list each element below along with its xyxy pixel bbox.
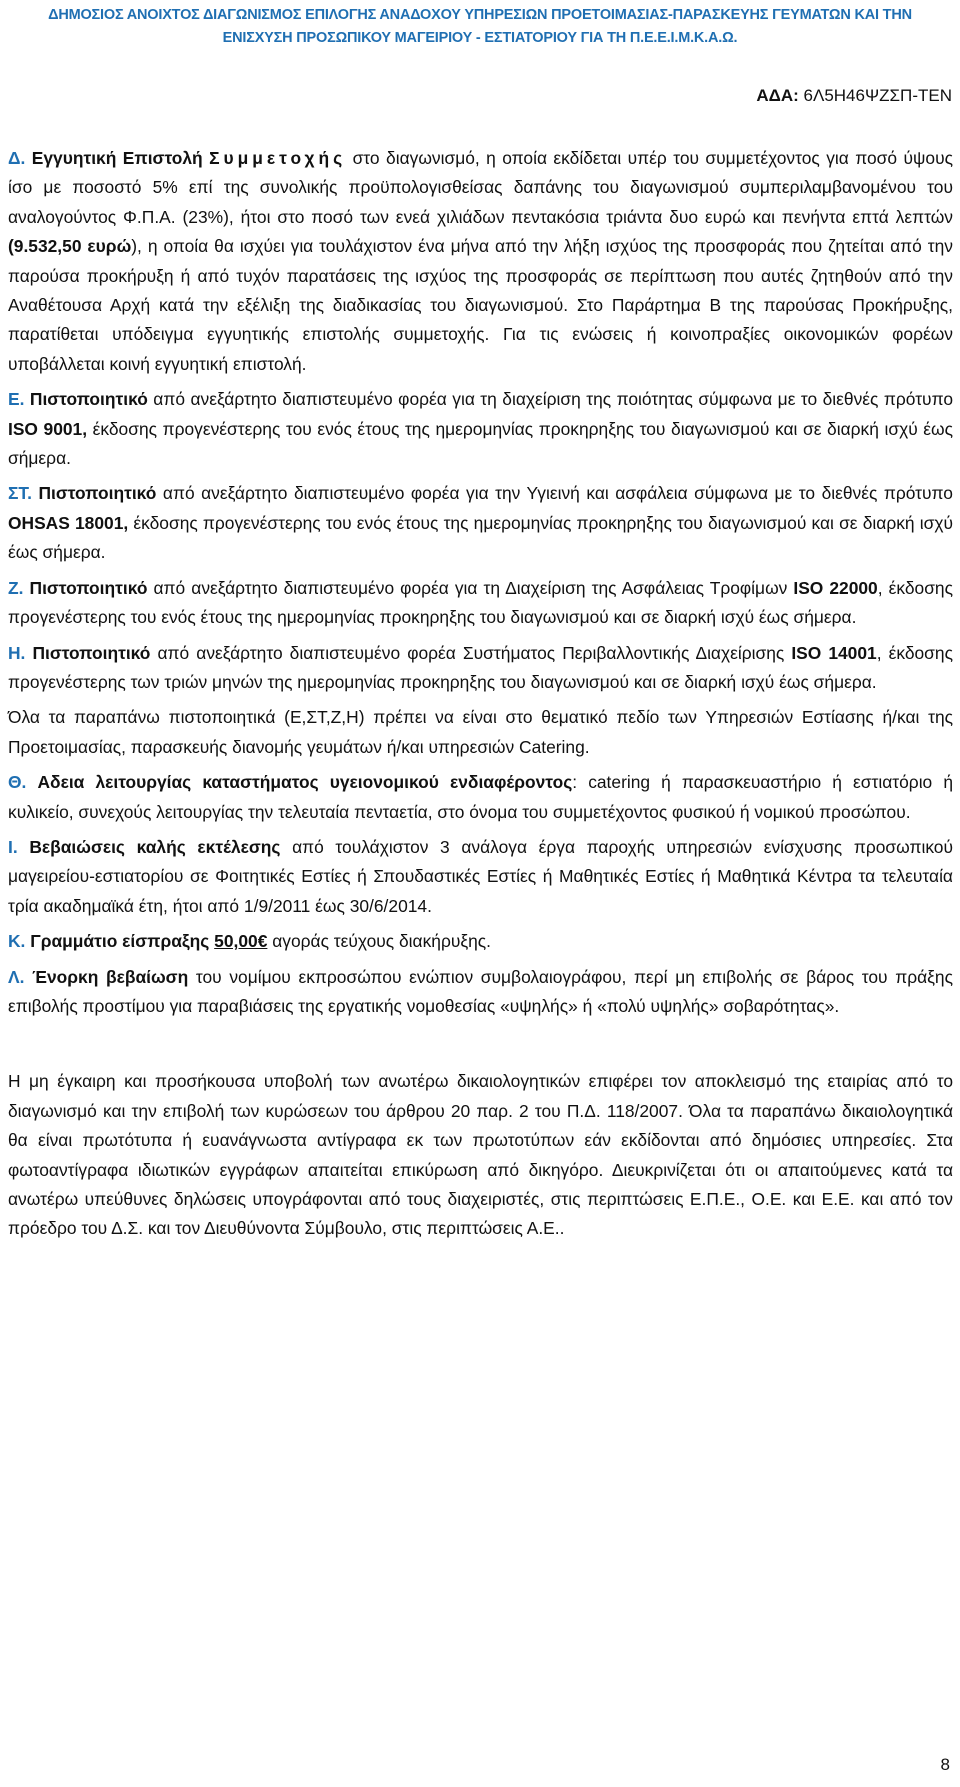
section-title-spaced: Συμμετοχής (209, 148, 347, 168)
ada-label: ΑΔΑ: (756, 86, 799, 105)
document-body (8, 144, 953, 1250)
section-text: από ανεξάρτητο διαπιστευμένο φορέα για τη διαχείριση της ποιότητας σύμφωνα με το διεθνές πρότυπο (147, 389, 953, 410)
section-letter: Η. (8, 642, 26, 663)
section-h (8, 639, 953, 698)
paragraph-gap (8, 1027, 953, 1067)
section-letter: Κ. (8, 931, 26, 952)
section-letter: Δ. (8, 148, 26, 168)
section-st (8, 479, 953, 567)
standard-name: OHSAS 18001, (8, 512, 129, 533)
section-text: αγοράς τεύχους διακήρυξης. (267, 931, 492, 952)
section-text: από ανεξάρτητο διαπιστευμένο φορέα για την Υγιεινή και ασφάλεια σύμφωνα με το διεθνές πρότυπο (156, 483, 953, 504)
section-letter: Ζ. (8, 577, 24, 598)
section-text: , έκδοσης προγενέστερης των τριών μηνών της ημερομηνίας προκηρηξης του διαγωνισμού και σε διαρκή ισχύ έως σήμερα. (8, 642, 953, 692)
section-letter: Θ. (8, 772, 27, 793)
section-letter: Ε. (8, 389, 25, 410)
section-title: Γραμμάτιο είσπραξης (30, 931, 215, 952)
section-text: από τουλάχιστον 3 ανάλογα έργα παροχής υπηρεσιών ενίσχυσης προσωπικού μαγειρείου-εστιατορίου σε Φοιτητικές Εστίες ή Σπουδαστικές Εστίες ή Μαθητικές Εστίες ή Μαθητικά Κέντρα τα τελευταία τρία ακαδημαϊκά έτη, ήτοι από 1/9/2011 έως 30/6/2014. (8, 836, 953, 916)
section-text: από ανεξάρτητο διαπιστευμένο φορέα Συστήματος Περιβαλλοντικής Διαχείρισης (150, 642, 792, 663)
section-text: στο διαγωνισμό, η οποία εκδίδεται υπέρ του συμμετέχοντος για ποσό ύψους ίσο με ποσοστό 5% επί της συνολικής προϋπολογισθείσας δαπάνης του διαγωνισμού συμπεριλαμβανομένου του αναλογούντος Φ.Π.Α. (23%), ήτοι στο ποσό των ενεά χιλιάδων πεντακόσια τριάντα δυο ευρώ και πενήντα επτά λεπτών (8, 148, 953, 227)
section-letter: Ι. (8, 836, 18, 857)
section-title: Ένορκη βεβαίωση (32, 966, 189, 987)
section-title: Αδεια λειτουργίας καταστήματος υγειονομικού ενδιαφέροντος (37, 772, 573, 793)
document-header (0, 4, 960, 50)
section-e (8, 385, 953, 473)
standard-name: ISO 9001, (8, 418, 88, 439)
section-text: από ανεξάρτητο διαπιστευμένο φορέα για τη Διαχείριση της Ασφάλειας Τροφίμων (147, 577, 794, 598)
section-l (8, 963, 953, 1022)
section-title: Πιστοποιητικό (32, 642, 151, 663)
section-text: έκδοσης προγενέστερης του ενός έτους της ημερομηνίας προκηρηξης του διαγωνισμού και σε διαρκή ισχύ έως σήμερα. (8, 512, 953, 563)
section-d (8, 144, 953, 379)
fee-amount: 50,00€ (214, 931, 268, 952)
standard-name: ISO 14001 (791, 642, 877, 663)
page-number: 8 (940, 1755, 950, 1774)
section-letter: ΣΤ. (8, 483, 32, 504)
header-line-2: ΕΝΙΣΧΥΣΗ ΠΡΟΣΩΠΙΚΟΥ ΜΑΓΕΙΡΙΟΥ - ΕΣΤΙΑΤΟΡΙΟΥ ΓΙΑ ΤΗ Π.Ε.Ε.Ι.Μ.Κ.Α.Ω. (222, 30, 738, 46)
header-line-1: ΔΗΜΟΣΙΟΣ ΑΝΟΙΧΤΟΣ ΔΙΑΓΩΝΙΣΜΟΣ ΕΠΙΛΟΓΗΣ ΑΝΑΔΟΧΟΥ ΥΠΗΡΕΣΙΩΝ ΠΡΟΕΤΟΙΜΑΣΙΑΣ-ΠΑΡΑΣΚΕΥΗΣ ΓΕΥΜΑΤΩΝ ΚΑΙ ΤΗΝ (48, 7, 912, 23)
section-i (8, 833, 953, 921)
section-letter: Λ. (8, 966, 25, 987)
section-title: Βεβαιώσεις καλής εκτέλεσης (29, 836, 281, 857)
section-th (8, 768, 953, 827)
guarantee-amount: (9.532,50 ευρώ (8, 236, 132, 257)
section-title: Πιστοποιητικό (38, 483, 157, 504)
section-text: ), η οποία θα ισχύει για τουλάχιστον ένα μήνα από την λήξη ισχύος της προσφοράς που ζητείται από την παρούσα προκήρυξη ή από τυχόν παρατάσεις της ισχύος της προσφοράς σε περίπτωση που αυτές ζητηθούν από την Αναθέτουσα Αρχή κατά την εξέλιξη της διαδικασίας του διαγωνισμού. Στο Παράρτημα Β της παρούσας Προκήρυξης, παρατίθεται υπόδειγμα εγγυητικής επιστολής συμμετοχής. Για τις ενώσεις ή κοινοπραξίες οικονομικών φορέων υποβάλλεται κοινή εγγυητική επιστολή. (8, 236, 953, 374)
section-text: : catering ή παρασκευαστήριο ή εστιατόριο ή κυλικείο, συνεχούς λειτουργίας την τελευταία πενταετία, στο όνομα του συμμετέχοντος φυσικού ή νομικού προσώπου. (8, 772, 954, 822)
standard-name: ISO 22000 (793, 577, 878, 598)
certificates-note: Όλα τα παραπάνω πιστοποιητικά (Ε,ΣΤ,Ζ,Η) πρέπει να είναι στο θεματικό πεδίο των Υπηρεσιών Εστίασης ή/και της Προετοιμασίας, παρασκευής διανομής γευμάτων ή/και υπηρεσιών Catering. (8, 707, 953, 757)
section-text: , έκδοσης προγενέστερης του ενός έτους της ημερομηνίας προκηρηξης του διαγωνισμού και σε διαρκή ισχύ έως σήμερα. (8, 577, 953, 628)
section-text: του νομίμου εκπροσώπου ενώπιον συμβολαιογράφου, περί μη επιβολής σε βάρος του πράξης επιβολής προστίμου για παραβιάσεις της εργατικής νομοθεσίας «υψηλής» ή «πολύ υψηλής» σοβαρότητας». (8, 966, 953, 1016)
section-text: έκδοσης προγενέστερης του ενός έτους της ημερομηνίας προκηρηξης του διαγωνισμού και σε διαρκή ισχύ έως σήμερα. (8, 418, 953, 469)
section-title: Εγγυητική Επιστολή (31, 148, 203, 168)
section-k (8, 927, 953, 956)
section-title: Πιστοποιητικό (29, 389, 148, 410)
section-title: Πιστοποιητικό (29, 577, 148, 598)
section-z (8, 574, 953, 633)
ada-value: 6Λ5Η46ΨΖΣΠ-ΤΕΝ (803, 86, 952, 105)
closing-paragraph: Η μη έγκαιρη και προσήκουσα υποβολή των ανωτέρω δικαιολογητικών επιφέρει τον αποκλεισμό της εταιρίας από το διαγωνισμό και την επιβολή των κυρώσεων του άρθρου 20 παρ. 2 του Π.Δ. 118/2007. Όλα τα παραπάνω δικαιολογητικά θα είναι πρωτότυπα ή ευανάγνωστα αντίγραφα εκ των πρωτοτύπων εάν εκδίδονται από δημόσιες υπηρεσίες. Στα φωτοαντίγραφα ιδιωτικών εγγράφων απαιτείται επικύρωση από δικηγόρο. Διευκρινίζεται ότι οι απαιτούμενες κατά τα ανωτέρω υπεύθυνες δηλώσεις υπογράφονται από τους διαχειριστές, στις περιπτώσεις Ε.Π.Ε., Ο.Ε. και Ε.Ε. και από τον πρόεδρο του Δ.Σ. και τον Διευθύνοντα Σύμβουλο, στις περιπτώσεις Α.Ε.. (8, 1071, 953, 1239)
ada-code (756, 86, 952, 106)
